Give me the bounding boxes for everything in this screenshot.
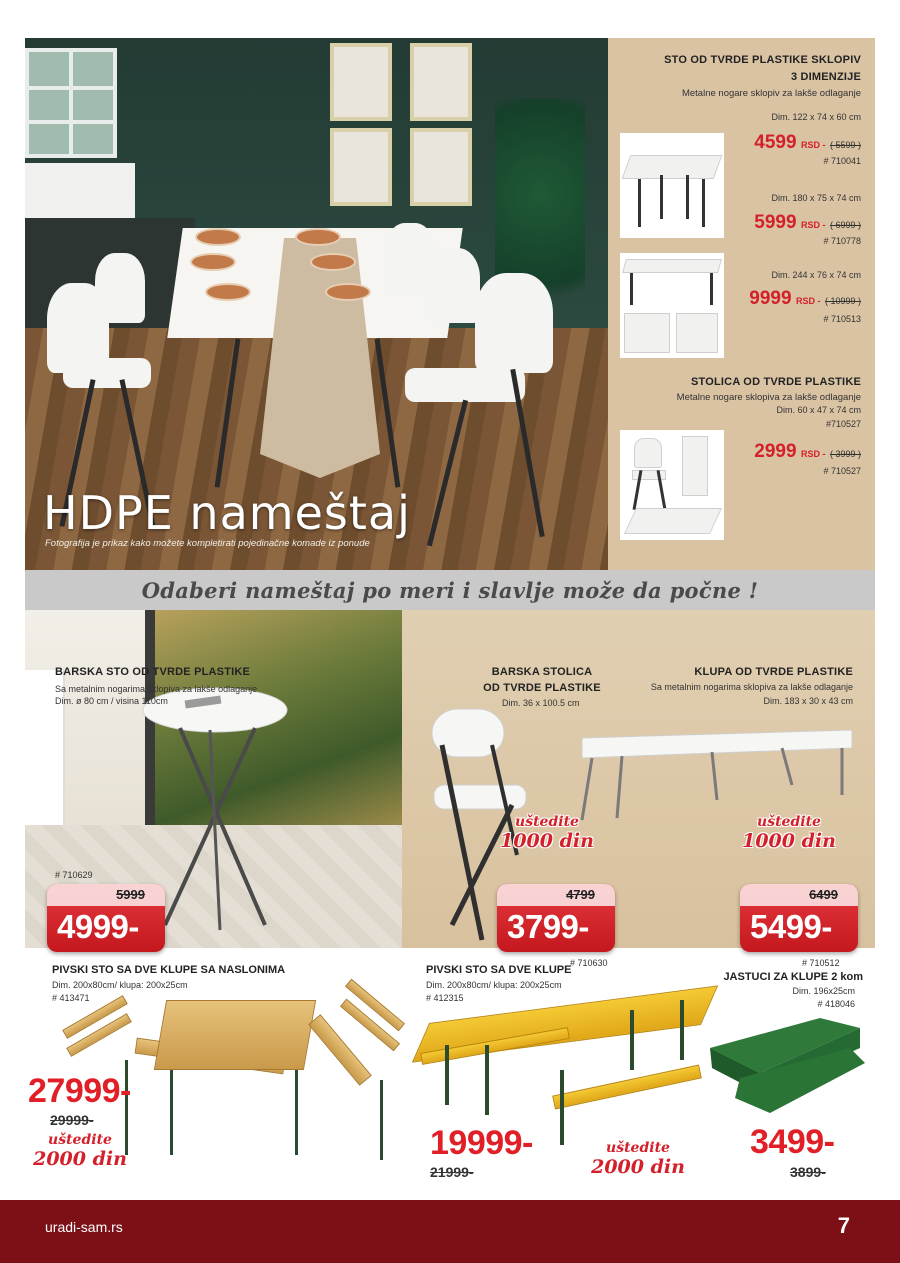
chair-price-line — [754, 441, 861, 463]
slogan-text: Odaberi nameštaj po meri i slavlje može da počne ! — [141, 577, 759, 603]
variant-price: 4599 — [754, 132, 797, 153]
cushions-title: JASTUCI ZA KLUPE 2 kom — [723, 971, 863, 983]
bar-table-subtitle: Sa metalnim nogarima sklopiva za lakše odlaganje — [55, 684, 258, 694]
chair-subtitle: Metalne nogare sklopiva za lakše odlaganje — [676, 392, 861, 403]
beer-set-backrest-sku: # 413471 — [52, 993, 90, 1003]
savings-label: uštedite — [606, 1140, 670, 1156]
beer-set-backrest-price: 27999- — [28, 1072, 131, 1110]
hero-chair — [95, 253, 145, 323]
beer-set-old-price: 21999- — [430, 1164, 474, 1180]
cushions-image — [700, 1018, 870, 1118]
beer-set-title: PIVSKI STO SA DVE KLUPE — [426, 964, 572, 976]
chair-price: 2999 — [754, 441, 797, 462]
old-price: ( 5599 ) — [829, 140, 861, 150]
variant-sku: # 710041 — [823, 156, 861, 166]
variant-sku: # 710513 — [823, 314, 861, 324]
page-number: 7 — [837, 1213, 850, 1238]
beer-set-dim: Dim. 200x80cm/ klupa: 200x25cm — [426, 980, 562, 990]
stool-bench-section — [402, 610, 875, 968]
hero-title: HDPE nameštaj — [43, 486, 411, 540]
bar-stool-old-price: 4799 — [566, 887, 595, 902]
bar-stool-title-2: OD TVRDE PLASTIKE — [483, 682, 601, 694]
chair-title: STOLICA OD TVRDE PLASTIKE — [690, 376, 861, 388]
bar-table-price-tag — [47, 884, 165, 952]
bar-stool-title: BARSKA STOLICA — [491, 666, 593, 678]
top-product-frame — [25, 38, 875, 968]
table-thumb-244 — [620, 253, 724, 358]
hero-chair — [475, 273, 553, 373]
bar-stool-price-tag — [497, 884, 615, 952]
hero-artwork — [410, 128, 472, 206]
bench-title: KLUPA OD TVRDE PLASTIKE — [694, 666, 853, 678]
bar-stool-sku: # 710630 — [570, 958, 608, 968]
variant-sku: # 710778 — [823, 236, 861, 246]
cushions-sku: # 418046 — [817, 999, 855, 1009]
beer-set-savings — [588, 1140, 688, 1178]
bench-price-tag — [740, 884, 858, 952]
table-thumb-122 — [620, 133, 724, 238]
hero-sink — [25, 163, 135, 223]
cushions-old-price: 3899- — [790, 1164, 826, 1180]
bar-table-sku: # 710629 — [55, 870, 93, 880]
right-product-panel — [608, 38, 875, 570]
currency-label: RSD - — [796, 296, 821, 306]
page-footer — [0, 1200, 900, 1263]
bar-stool-price: 3799- — [507, 908, 589, 945]
bench-savings — [734, 814, 844, 852]
variant-price-line — [754, 212, 861, 234]
variant-dim: Dim. 122 x 74 x 60 cm — [771, 112, 861, 122]
variant-price-line — [749, 288, 861, 310]
old-price: ( 6999 ) — [829, 220, 861, 230]
folding-table-subtitle: Metalne nogare sklopiv za lakše odlaganje — [681, 88, 861, 99]
variant-price-line — [754, 132, 861, 154]
variant-dim: Dim. 180 x 75 x 74 cm — [771, 193, 861, 203]
bar-table-price: 4999- — [57, 908, 139, 945]
savings-label: uštedite — [757, 814, 821, 830]
variant-price: 9999 — [749, 288, 792, 309]
hero-photo — [25, 38, 608, 570]
slogan-banner — [25, 570, 875, 610]
currency-label: RSD - — [801, 449, 826, 459]
chair-sku: # 710527 — [823, 466, 861, 476]
savings-amount: 2000 din — [591, 1156, 685, 1178]
bar-table-dim: Dim. ø 80 cm / visina 110cm — [55, 696, 168, 706]
savings-label: uštedite — [515, 814, 579, 830]
beer-set-backrest-savings — [30, 1132, 130, 1170]
currency-label: RSD - — [801, 140, 826, 150]
bench-sku: # 710512 — [802, 958, 840, 968]
bench-subtitle: Sa metalnim nogarima sklopiva za lakše odlaganje — [650, 682, 853, 692]
savings-amount: 1000 din — [742, 830, 836, 852]
bar-table-old-price: 5999 — [116, 887, 145, 902]
cushions-price: 3499- — [750, 1123, 835, 1161]
hero-artwork — [410, 43, 472, 121]
hero-artwork — [330, 43, 392, 121]
bench-price: 5499- — [750, 908, 832, 945]
beer-set-backrest-title: PIVSKI STO SA DVE KLUPE SA NASLONIMA — [52, 964, 286, 976]
bar-table-section — [25, 610, 402, 948]
chair-dim: Dim. 60 x 47 x 74 cm — [776, 405, 861, 415]
folding-table-title: STO OD TVRDE PLASTIKE SKLOPIV — [664, 54, 861, 66]
bar-stool-savings — [492, 814, 602, 852]
bench-dim: Dim. 183 x 30 x 43 cm — [763, 696, 853, 706]
savings-amount: 2000 din — [33, 1148, 127, 1170]
old-price: ( 10999 ) — [824, 296, 861, 306]
beer-set-backrest-old-price: 29999- — [50, 1112, 94, 1128]
old-price: ( 3999 ) — [829, 449, 861, 459]
folding-table-title-2: 3 DIMENZIJE — [790, 71, 861, 83]
beer-set-price: 19999- — [430, 1124, 533, 1162]
hero-chair — [425, 248, 480, 323]
bar-table-title: BARSKA STO OD TVRDE PLASTIKE — [55, 666, 251, 678]
hero-window — [25, 48, 117, 158]
beer-set-backrest-dim: Dim. 200x80cm/ klupa: 200x25cm — [52, 980, 188, 990]
variant-dim: Dim. 244 x 76 x 74 cm — [771, 270, 861, 280]
bench-old-price: 6499 — [809, 887, 838, 902]
site-link[interactable]: uradi-sam.rs — [45, 1219, 123, 1235]
savings-amount: 1000 din — [500, 830, 594, 852]
chair-thumb — [620, 430, 724, 540]
cushions-dim: Dim. 196x25cm — [792, 986, 855, 996]
savings-label: uštedite — [48, 1132, 112, 1148]
currency-label: RSD - — [801, 220, 826, 230]
hero-artwork — [330, 128, 392, 206]
beer-set-sku: # 412315 — [426, 993, 464, 1003]
chair-sku-top: #710527 — [825, 419, 861, 429]
hero-caption: Fotografija je prikaz kako možete kompletirati pojedinačne komade iz ponude — [45, 538, 370, 549]
variant-price: 5999 — [754, 212, 797, 233]
bar-stool-dim: Dim. 36 x 100.5 cm — [502, 698, 580, 708]
